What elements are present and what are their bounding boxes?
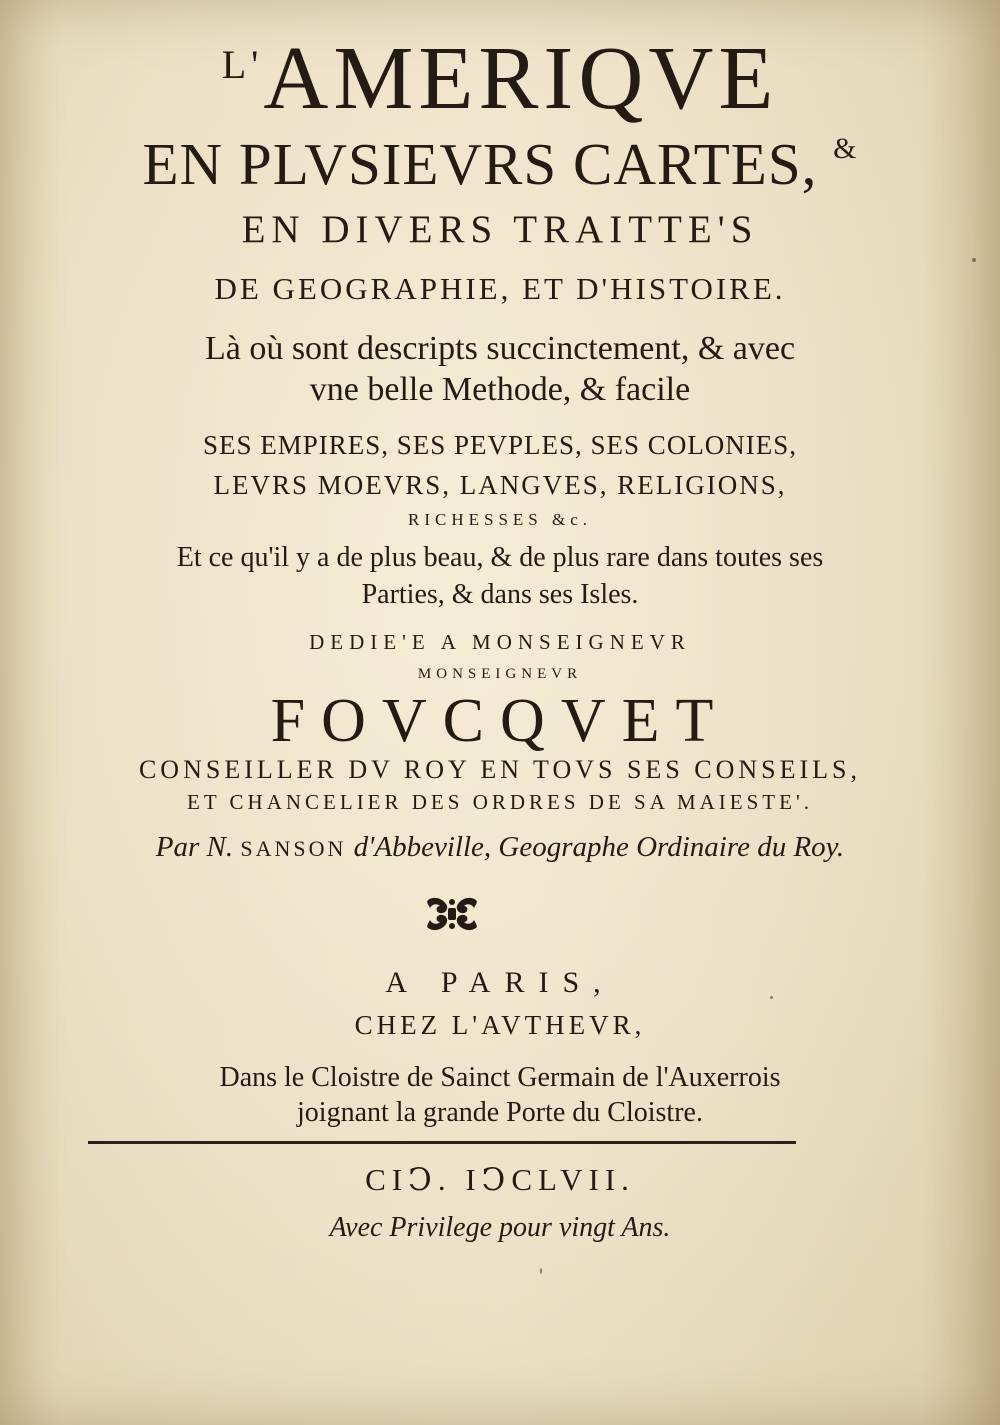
imprint-publisher: CHEZ L'AVTHEVR, xyxy=(354,1010,646,1040)
main-title xyxy=(0,29,1000,128)
dedicatee-title-2: ET CHANCELIER DES ORDRES DE SA MAIESTE'. xyxy=(187,790,813,814)
description-2-line-2: Parties, & dans ses Isles. xyxy=(361,579,639,610)
description-line-2: vne belle Methode, & facile xyxy=(309,371,691,408)
author-suffix: d'Abbeville, Geographe Ordinaire du Roy. xyxy=(353,831,845,863)
description-2-line-1: Et ce qu'il y a de plus beau, & de plus rare dans toutes ses xyxy=(176,542,824,573)
topics-line-1: SES EMPIRES, SES PEVPLES, SES COLONIES, xyxy=(202,430,798,460)
paper-speck xyxy=(972,258,976,262)
subtitle-maps-amp: & xyxy=(833,132,858,165)
dedicatee-name: FOVCQVET xyxy=(270,687,730,755)
title-main: AMERIQVE xyxy=(263,29,779,128)
horizontal-rule xyxy=(88,1141,796,1144)
author-line xyxy=(0,833,1000,862)
dedication-line-1: DEDIE'E A MONSEIGNEVR xyxy=(309,630,691,654)
imprint-address-2: joignant la grande Porte du Cloistre. xyxy=(297,1097,703,1128)
title-prefix: L' xyxy=(221,42,264,87)
subtitle-maps xyxy=(0,131,1000,197)
fleuron-ornament-icon xyxy=(424,894,480,934)
topics-line-2: LEVRS MOEVRS, LANGVES, RELIGIONS, xyxy=(213,470,787,500)
description-line-1: Là où sont descripts succinctement, & avec xyxy=(204,330,796,367)
publication-year: CIↃ. IↃCLVII. xyxy=(365,1162,635,1197)
author-prefix: Par N. xyxy=(155,831,234,863)
imprint-city: A PARIS, xyxy=(385,966,615,999)
paper-speck xyxy=(540,1268,542,1274)
privilege-line: Avec Privilege pour vingt Ans. xyxy=(329,1212,671,1243)
subtitle-treatises: EN DIVERS TRAITTE'S xyxy=(241,208,759,251)
imprint-address-1: Dans le Cloistre de Sainct Germain de l'Auxerrois xyxy=(219,1062,781,1093)
subtitle-maps-text: EN PLVSIEVRS CARTES, xyxy=(142,131,818,197)
paper-speck xyxy=(770,996,773,999)
dedicatee-title-1: CONSEILLER DV ROY EN TOVS SES CONSEILS, xyxy=(138,755,862,784)
dedication-line-2: MONSEIGNEVR xyxy=(417,666,583,682)
subtitle-geography: DE GEOGRAPHIE, ET D'HISTOIRE. xyxy=(214,271,786,306)
topics-line-3: RICHESSES &c. xyxy=(407,510,593,529)
author-name: SANSON xyxy=(240,836,347,861)
